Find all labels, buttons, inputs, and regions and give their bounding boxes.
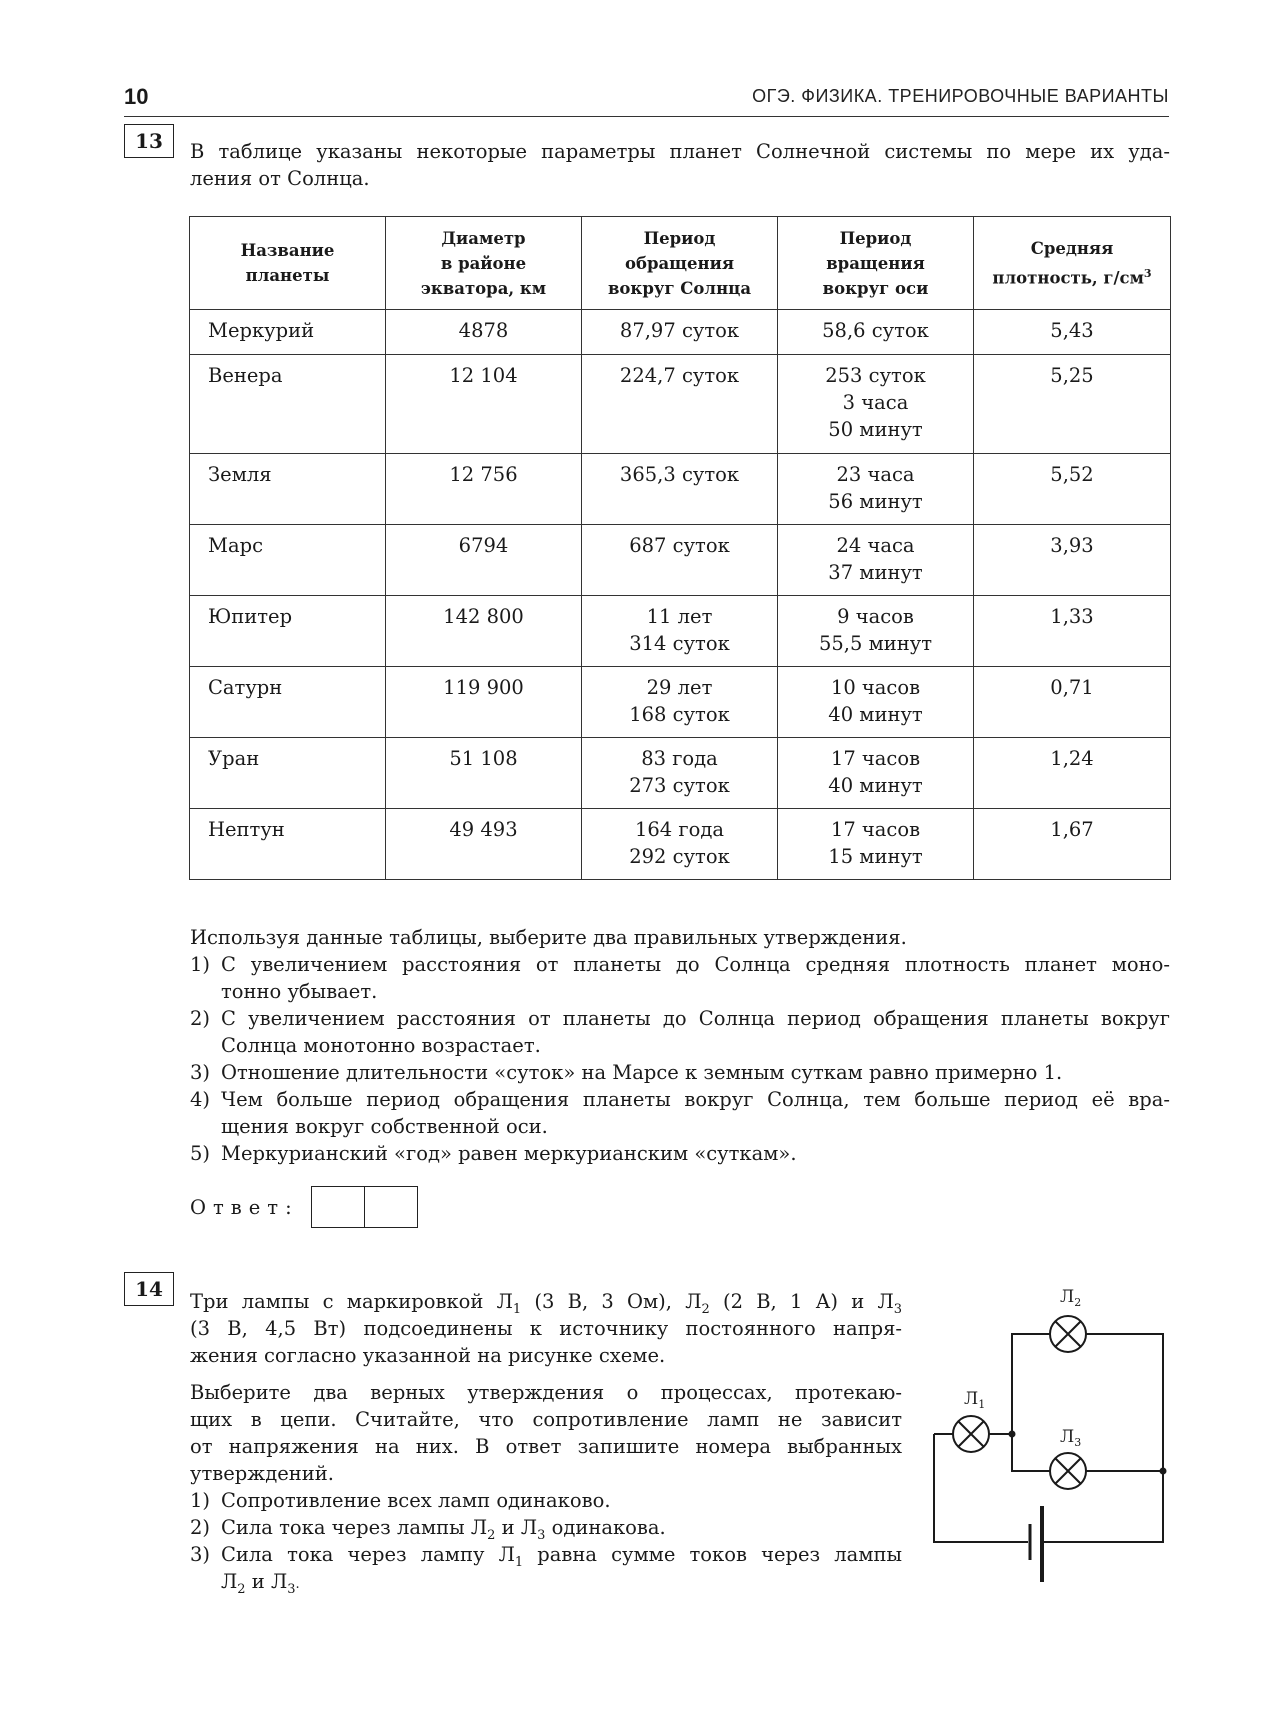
planet-density: 0,71 (974, 667, 1171, 738)
planet-orbit: 83 года 273 суток (582, 738, 778, 809)
question-13-statements (190, 924, 1170, 1167)
planet-name: Меркурий (190, 310, 386, 355)
planet-diameter: 119 900 (386, 667, 582, 738)
planet-diameter: 12 756 (386, 454, 582, 525)
statement-5: 5) Меркурианский «год» равен меркурианским «суткам». (190, 1142, 797, 1165)
battery-icon (1030, 1506, 1042, 1582)
answer-cell-2[interactable] (364, 1186, 418, 1228)
q14-statement-3: 3) Сила тока через лампу $Л_1$ равна сумме токов через лампы $Л_2$ и $Л_3$. (190, 1543, 902, 1597)
planet-name: Венера (190, 355, 386, 454)
planet-rotation: 10 часов 40 минут (778, 667, 974, 738)
page-number: 10 (124, 84, 149, 109)
planet-name: Земля (190, 454, 386, 525)
planet-density: 5,52 (974, 454, 1171, 525)
planet-orbit: 11 лет 314 суток (582, 596, 778, 667)
header-density: Средняя плотность, $г/см^3$ (974, 217, 1171, 310)
planet-name: Сатурн (190, 667, 386, 738)
planet-orbit: 164 года 292 суток (582, 809, 778, 880)
planet-rotation: 23 часа 56 минут (778, 454, 974, 525)
instruction: Используя данные таблицы, выберите два правильных утверждения. (190, 926, 907, 949)
lamp-3 (1050, 1453, 1086, 1489)
planet-rotation: 17 часов 40 минут (778, 738, 974, 809)
statement-1: 1) С увеличением расстояния от планеты до Солнца средняя плотность планет моно- тонно убывает. (190, 953, 1170, 1003)
intro-line: В таблице указаны некоторые параметры планет Солнечной системы по мере их уда- (190, 140, 1170, 163)
planet-diameter: 6794 (386, 525, 582, 596)
table-header-row (190, 217, 1171, 310)
planet-density: 1,33 (974, 596, 1171, 667)
planet-name: Уран (190, 738, 386, 809)
header-rule (124, 116, 1169, 117)
planet-diameter: 4878 (386, 310, 582, 355)
table-row (190, 738, 1171, 809)
planet-orbit: 29 лет 168 суток (582, 667, 778, 738)
planet-orbit: 224,7 суток (582, 355, 778, 454)
question-14-text (190, 1288, 902, 1598)
planet-density: 1,24 (974, 738, 1171, 809)
planet-density: 1,67 (974, 809, 1171, 880)
planet-density: 5,43 (974, 310, 1171, 355)
q14-statement-1: 1) Сопротивление всех ламп одинаково. (190, 1489, 611, 1512)
header-orbit-period: Период обращения вокруг Солнца (582, 217, 778, 310)
planet-diameter: 51 108 (386, 738, 582, 809)
table-row (190, 596, 1171, 667)
planet-diameter: 12 104 (386, 355, 582, 454)
wire-branch-top-right (1086, 1334, 1163, 1441)
planet-orbit: 687 суток (582, 525, 778, 596)
planet-rotation: 17 часов 15 минут (778, 809, 974, 880)
label-lamp-3: $Л_3$ (1060, 1427, 1082, 1449)
planets-table (189, 216, 1171, 880)
lamp-1 (953, 1416, 989, 1452)
planet-rotation: 9 часов 55,5 минут (778, 596, 974, 667)
wire-left (934, 1434, 1028, 1542)
table-row (190, 525, 1171, 596)
circuit-diagram (920, 1284, 1180, 1604)
junction-left (1009, 1431, 1016, 1438)
planet-diameter: 49 493 (386, 809, 582, 880)
wire-branch-bottom (1012, 1434, 1050, 1471)
table-row (190, 809, 1171, 880)
answer-label: Ответ: (190, 1195, 299, 1219)
statement-2: 2) С увеличением расстояния от планеты до Солнца период обращения планеты вокруг Солнца монотонно возрастает. (190, 1007, 1170, 1057)
q14-statement-2: 2) Сила тока через лампы $Л_2$ и $Л_3$ одинакова. (190, 1516, 666, 1543)
lamp-2 (1050, 1316, 1086, 1352)
label-lamp-2: $Л_2$ (1060, 1287, 1082, 1309)
planet-orbit: 365,3 суток (582, 454, 778, 525)
statement-4: 4) Чем больше период обращения планеты вокруг Солнца, тем больше период её вра- щения вокруг собственной оси. (190, 1088, 1170, 1138)
q14-paragraph-1: Три лампы с маркировкой $Л_1$ (3 В, 3 Ом), $Л_2$ (2 В, 1 А) и $Л_3$ (3 В, 4,5 Вт) подсоединены к источнику постоянного напря- жения согласно указанной на рисунке схеме. (190, 1290, 903, 1367)
q14-paragraph-2: Выберите два верных утверждения о процессах, протекаю- щих в цепи. Считайте, что сопротивление ламп не зависит от напряжения на них. В ответ запишите номера выбранных утверждений. (190, 1381, 902, 1485)
planet-name: Марс (190, 525, 386, 596)
planet-rotation: 24 часа 37 минут (778, 525, 974, 596)
junction-right (1160, 1468, 1167, 1475)
table-row (190, 454, 1171, 525)
planet-diameter: 142 800 (386, 596, 582, 667)
header-planet-name: Название планеты (190, 217, 386, 310)
planet-orbit: 87,97 суток (582, 310, 778, 355)
label-lamp-1: $Л_1$ (964, 1389, 986, 1411)
table-row (190, 355, 1171, 454)
planet-density: 5,25 (974, 355, 1171, 454)
header-rotation-period: Период вращения вокруг оси (778, 217, 974, 310)
planet-name: Нептун (190, 809, 386, 880)
running-title: ОГЭ. ФИЗИКА. ТРЕНИРОВОЧНЫЕ ВАРИАНТЫ (752, 86, 1169, 106)
table-row (190, 667, 1171, 738)
planet-density: 3,93 (974, 525, 1171, 596)
question-13-number: 13 (124, 124, 174, 158)
question-14-number: 14 (124, 1272, 174, 1306)
header-diameter: Диаметр в районе экватора, км (386, 217, 582, 310)
wire-branch-top (1012, 1334, 1050, 1434)
planet-name: Юпитер (190, 596, 386, 667)
question-13-intro (190, 138, 1170, 192)
intro-line: ления от Солнца. (190, 167, 370, 190)
planet-rotation: 58,6 суток (778, 310, 974, 355)
statement-3: 3) Отношение длительности «суток» на Марсе к земным суткам равно примерно 1. (190, 1061, 1063, 1084)
planet-rotation: 253 суток 3 часа 50 минут (778, 355, 974, 454)
answer-cell-1[interactable] (311, 1186, 365, 1228)
answer-area (190, 1186, 418, 1228)
table-row (190, 310, 1171, 355)
